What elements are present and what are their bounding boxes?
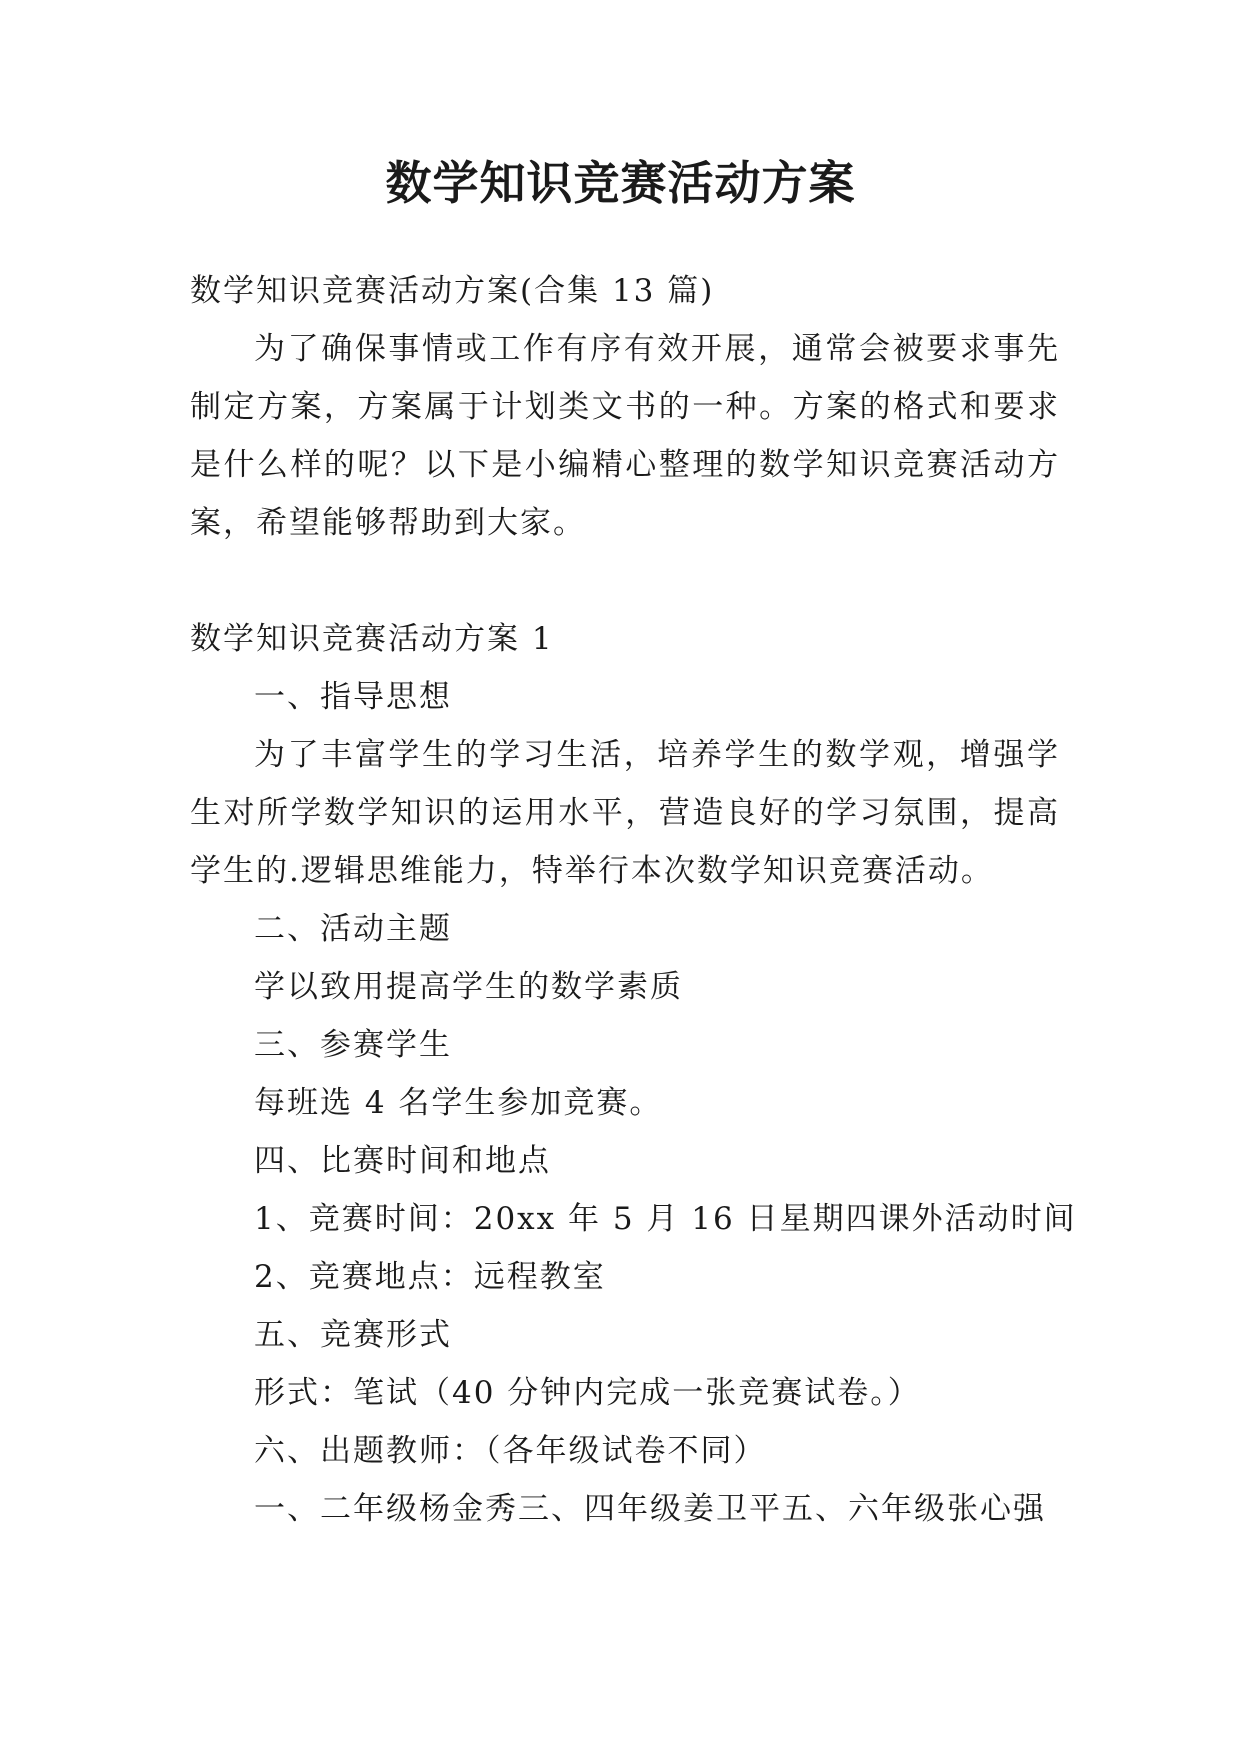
document-subtitle: 数学知识竞赛活动方案(合集 13 篇) [190, 273, 715, 309]
guiding-paragraph: 为了丰富学生的学习生活，培养学生的数学观，增强学生对所学数学知识的运用水平，营造良好的学习氛围，提高学生的.逻辑思维能力，特举行本次数学知识竞赛活动。 [190, 737, 1060, 889]
theme-heading: 二、活动主题 [254, 911, 452, 947]
competition-place: 2、竞赛地点：远程教室 [254, 1259, 606, 1295]
competition-time: 1、竞赛时间：20xx 年 5 月 16 日星期四课外活动时间 [254, 1201, 1077, 1237]
theme-text: 学以致用提高学生的数学素质 [254, 969, 683, 1005]
time-place-heading: 四、比赛时间和地点 [254, 1143, 551, 1179]
document-title: 数学知识竞赛活动方案 [385, 156, 856, 210]
format-heading: 五、竞赛形式 [254, 1317, 452, 1353]
teachers-heading: 六、出题教师：（各年级试卷不同） [254, 1433, 767, 1469]
guiding-heading: 一、指导思想 [254, 679, 452, 715]
document-body [190, 262, 1077, 1538]
intro-paragraph: 为了确保事情或工作有序有效开展，通常会被要求事先制定方案，方案属于计划类文书的一种。方案的格式和要求是什么样的呢？以下是小编精心整理的数学知识竞赛活动方案，希望能够帮助到大家。 [190, 331, 1060, 541]
section-heading: 数学知识竞赛活动方案 1 [190, 621, 554, 657]
participants-heading: 三、参赛学生 [254, 1027, 452, 1063]
paragraph-spacer [190, 552, 1060, 610]
format-text: 形式：笔试（40 分钟内完成一张竞赛试卷。） [254, 1375, 921, 1411]
participants-text: 每班选 4 名学生参加竞赛。 [254, 1085, 663, 1121]
teachers-text: 一、二年级杨金秀三、四年级姜卫平五、六年级张心强 [254, 1491, 1046, 1527]
